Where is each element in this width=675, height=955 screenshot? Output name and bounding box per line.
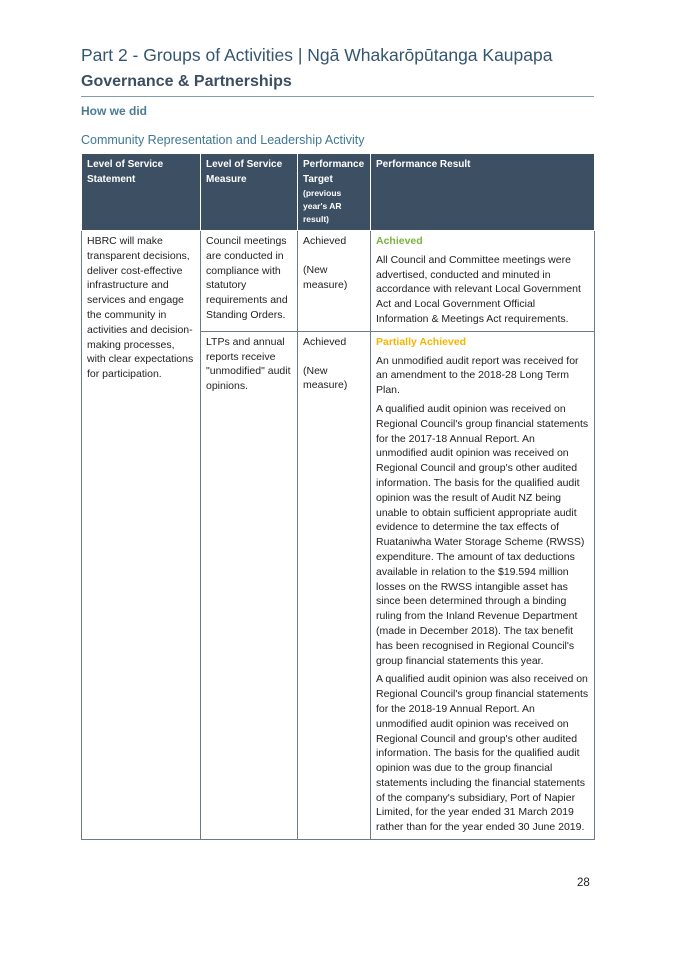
target-note: (New measure) — [303, 364, 348, 392]
measure-cell: LTPs and annual reports receive "unmodified" audit opinions. — [201, 331, 298, 839]
result-paragraph: A qualified audit opinion was received on Regional Council's group financial statements for the 2017-18 Annual Report. An unmodified audit opinion was received on Regional Council and group's other audited information. The basis for the qualified audit opinion was the result of Audit NZ being unable to obtain sufficient appropriate audit evidence to determine the tax effects of Ruataniwha Water Storage Scheme (RWSS) expenditure. The amount of tax deductions available in relation to the $19.594 million losses on the RWSS intangible asset has since been determined through a binding ruling from the Inland Revenue Department (made in December 2018). The tax benefit has been recognised in Regional Council's group financial statements this year. — [376, 402, 589, 667]
target-cell — [298, 331, 371, 839]
table-row — [82, 231, 595, 332]
title-divider — [81, 96, 594, 97]
header-result: Performance Result — [371, 154, 595, 231]
result-paragraph: All Council and Committee meetings were advertised, conducted and minuted in accordance with relevant Local Government Act and Local Government Official Information & Meetings Act requirements. — [376, 253, 581, 325]
target-note: (New measure) — [303, 263, 348, 291]
page-number: 28 — [577, 877, 590, 889]
target-value: Achieved — [303, 335, 347, 348]
part-title: Part 2 - Groups of Activities | Ngā Whakarōpūtanga Kaupapa — [81, 45, 553, 65]
header-measure: Level of Service Measure — [201, 154, 298, 231]
result-paragraph: An unmodified audit report was received for an amendment to the 2018-28 Long Term Plan. — [376, 354, 579, 397]
target-value: Achieved — [303, 235, 347, 247]
status-partially-achieved: Partially Achieved — [376, 335, 467, 348]
header-statement: Level of Service Statement — [82, 154, 201, 231]
header-target — [298, 154, 371, 231]
service-statement-cell: HBRC will make transparent decisions, deliver cost-effective infrastructure and services and engage the community in activities and decision-making processes, with clear expectations for participation. — [82, 231, 201, 840]
activity-title: Community Representation and Leadership Activity — [81, 133, 365, 147]
result-paragraph: A qualified audit opinion was also received on Regional Council's group financial statements for the 2018-19 Annual Report. An unmodified audit opinion was received on Regional Council and group's other audited information. The basis for the qualified audit opinion was due to the group financial statements including the financial statements of the company's subsidiary, Port of Napier Limited, for the year ended 31 March 2019 rather than for the year ended 30 June 2019. — [376, 673, 589, 834]
section-title: Governance & Partnerships — [81, 73, 292, 90]
table-header-row — [82, 154, 595, 231]
measure-cell: Council meetings are conducted in compliance with statutory requirements and Standing Orders. — [201, 231, 298, 332]
header-target-note: (previous year's AR result) — [303, 188, 342, 224]
status-achieved: Achieved — [376, 235, 423, 247]
result-cell — [371, 231, 595, 332]
performance-table — [81, 153, 595, 840]
header-target-label: Performance Target — [303, 159, 365, 185]
subsection-heading: How we did — [81, 104, 147, 118]
target-cell — [298, 231, 371, 332]
result-cell — [371, 331, 595, 839]
